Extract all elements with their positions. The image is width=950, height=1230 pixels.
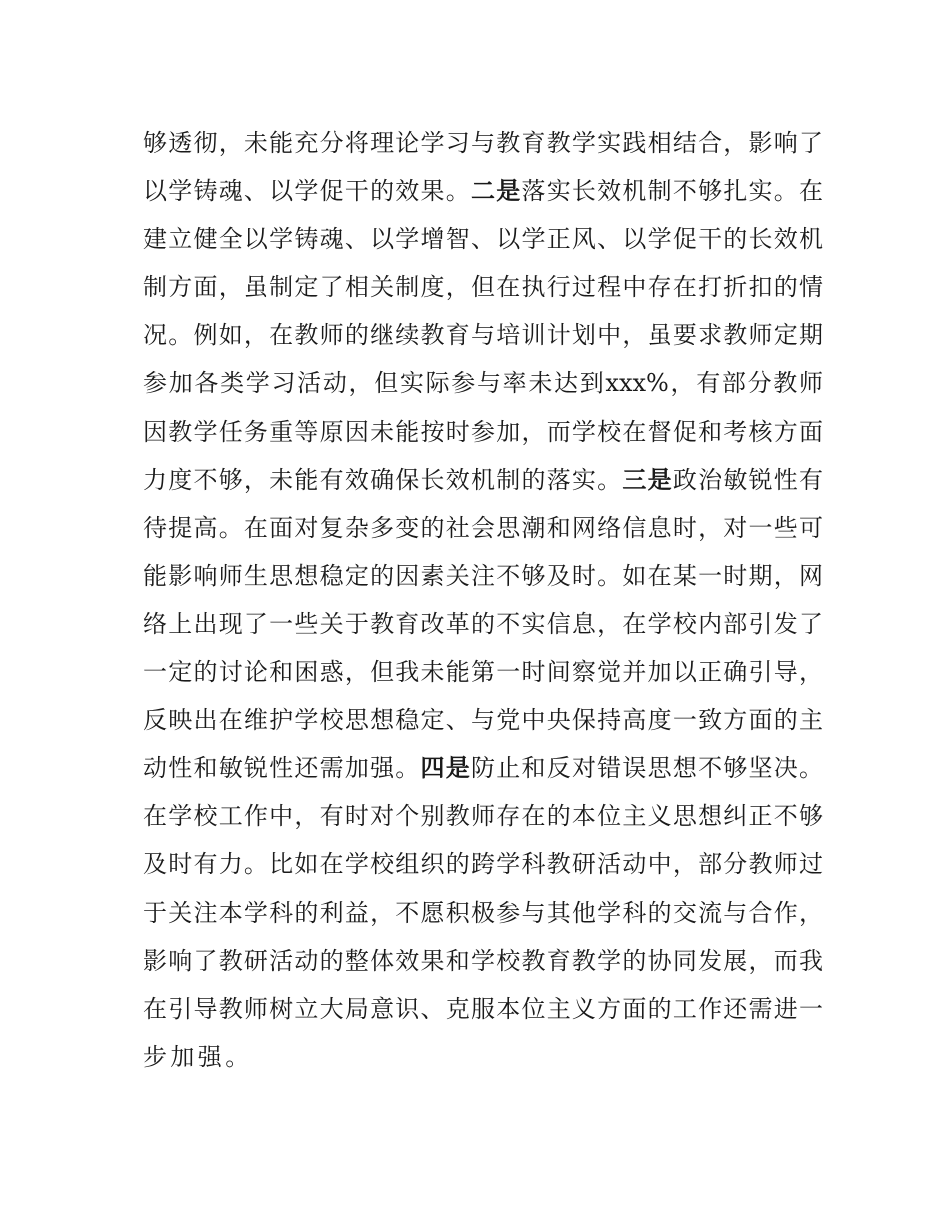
text-line: 建立健全以学铸魂、以学增智、以学正风、以学促干的长效机 [143,225,823,254]
heading-marker-4: 四是 [420,754,472,783]
text-line: 一定的讨论和困惑，但我未能第一时间察觉并加以正确引导， [143,658,823,687]
text-line: 反映出在维护学校思想稳定、与党中央保持高度一致方面的主 [143,706,823,735]
body-paragraph [143,119,823,1081]
text-line: 能影响师生思想稳定的因素关注不够及时。如在某一时期，网 [143,561,823,590]
text-line: 况。例如，在教师的继续教育与培训计划中，虽要求教师定期 [143,321,823,350]
text-line: 待提高。在面对复杂多变的社会思潮和网络信息时，对一些可 [143,513,823,542]
text-line: 于关注本学科的利益，不愿积极参与其他学科的交流与合作， [143,898,823,927]
text-line [143,167,823,215]
text-segment: 动性和敏锐性还需加强。 [143,754,421,783]
text-line: 参加各类学习活动，但实际参与率未达到xxx%，有部分教师 [143,369,823,398]
text-line: 在引导教师树立大局意识、克服本位主义方面的工作还需进一 [143,994,823,1023]
text-segment: 落实长效机制不够扎实。在 [521,177,824,206]
text-line: 在学校工作中，有时对个别教师存在的本位主义思想纠正不够 [143,802,823,831]
heading-marker-3: 三是 [622,465,673,494]
text-segment: 防止和反对错误思想不够坚决。 [471,754,824,783]
text-line: 影响了教研活动的整体效果和学校教育教学的协同发展，而我 [143,946,823,975]
text-line: 步加强。 [143,1042,253,1071]
text-segment: 政治敏锐性有 [672,465,824,494]
text-line: 够透彻，未能充分将理论学习与教育教学实践相结合，影响了 [143,129,823,157]
text-line: 制方面，虽制定了相关制度，但在执行过程中存在打折扣的情 [143,273,823,302]
text-line: 络上出现了一些关于教育改革的不实信息，在学校内部引发了 [143,609,823,638]
text-segment: 以学铸魂、以学促干的效果。 [143,177,471,206]
heading-marker-2: 二是 [471,177,522,206]
text-line: 及时有力。比如在学校组织的跨学科教研活动中，部分教师过 [143,850,823,879]
text-line: 因教学任务重等原因未能按时参加，而学校在督促和考核方面 [143,417,823,446]
text-line [143,456,823,504]
text-segment: 力度不够，未能有效确保长效机制的落实。 [143,465,623,494]
text-line [143,744,823,792]
